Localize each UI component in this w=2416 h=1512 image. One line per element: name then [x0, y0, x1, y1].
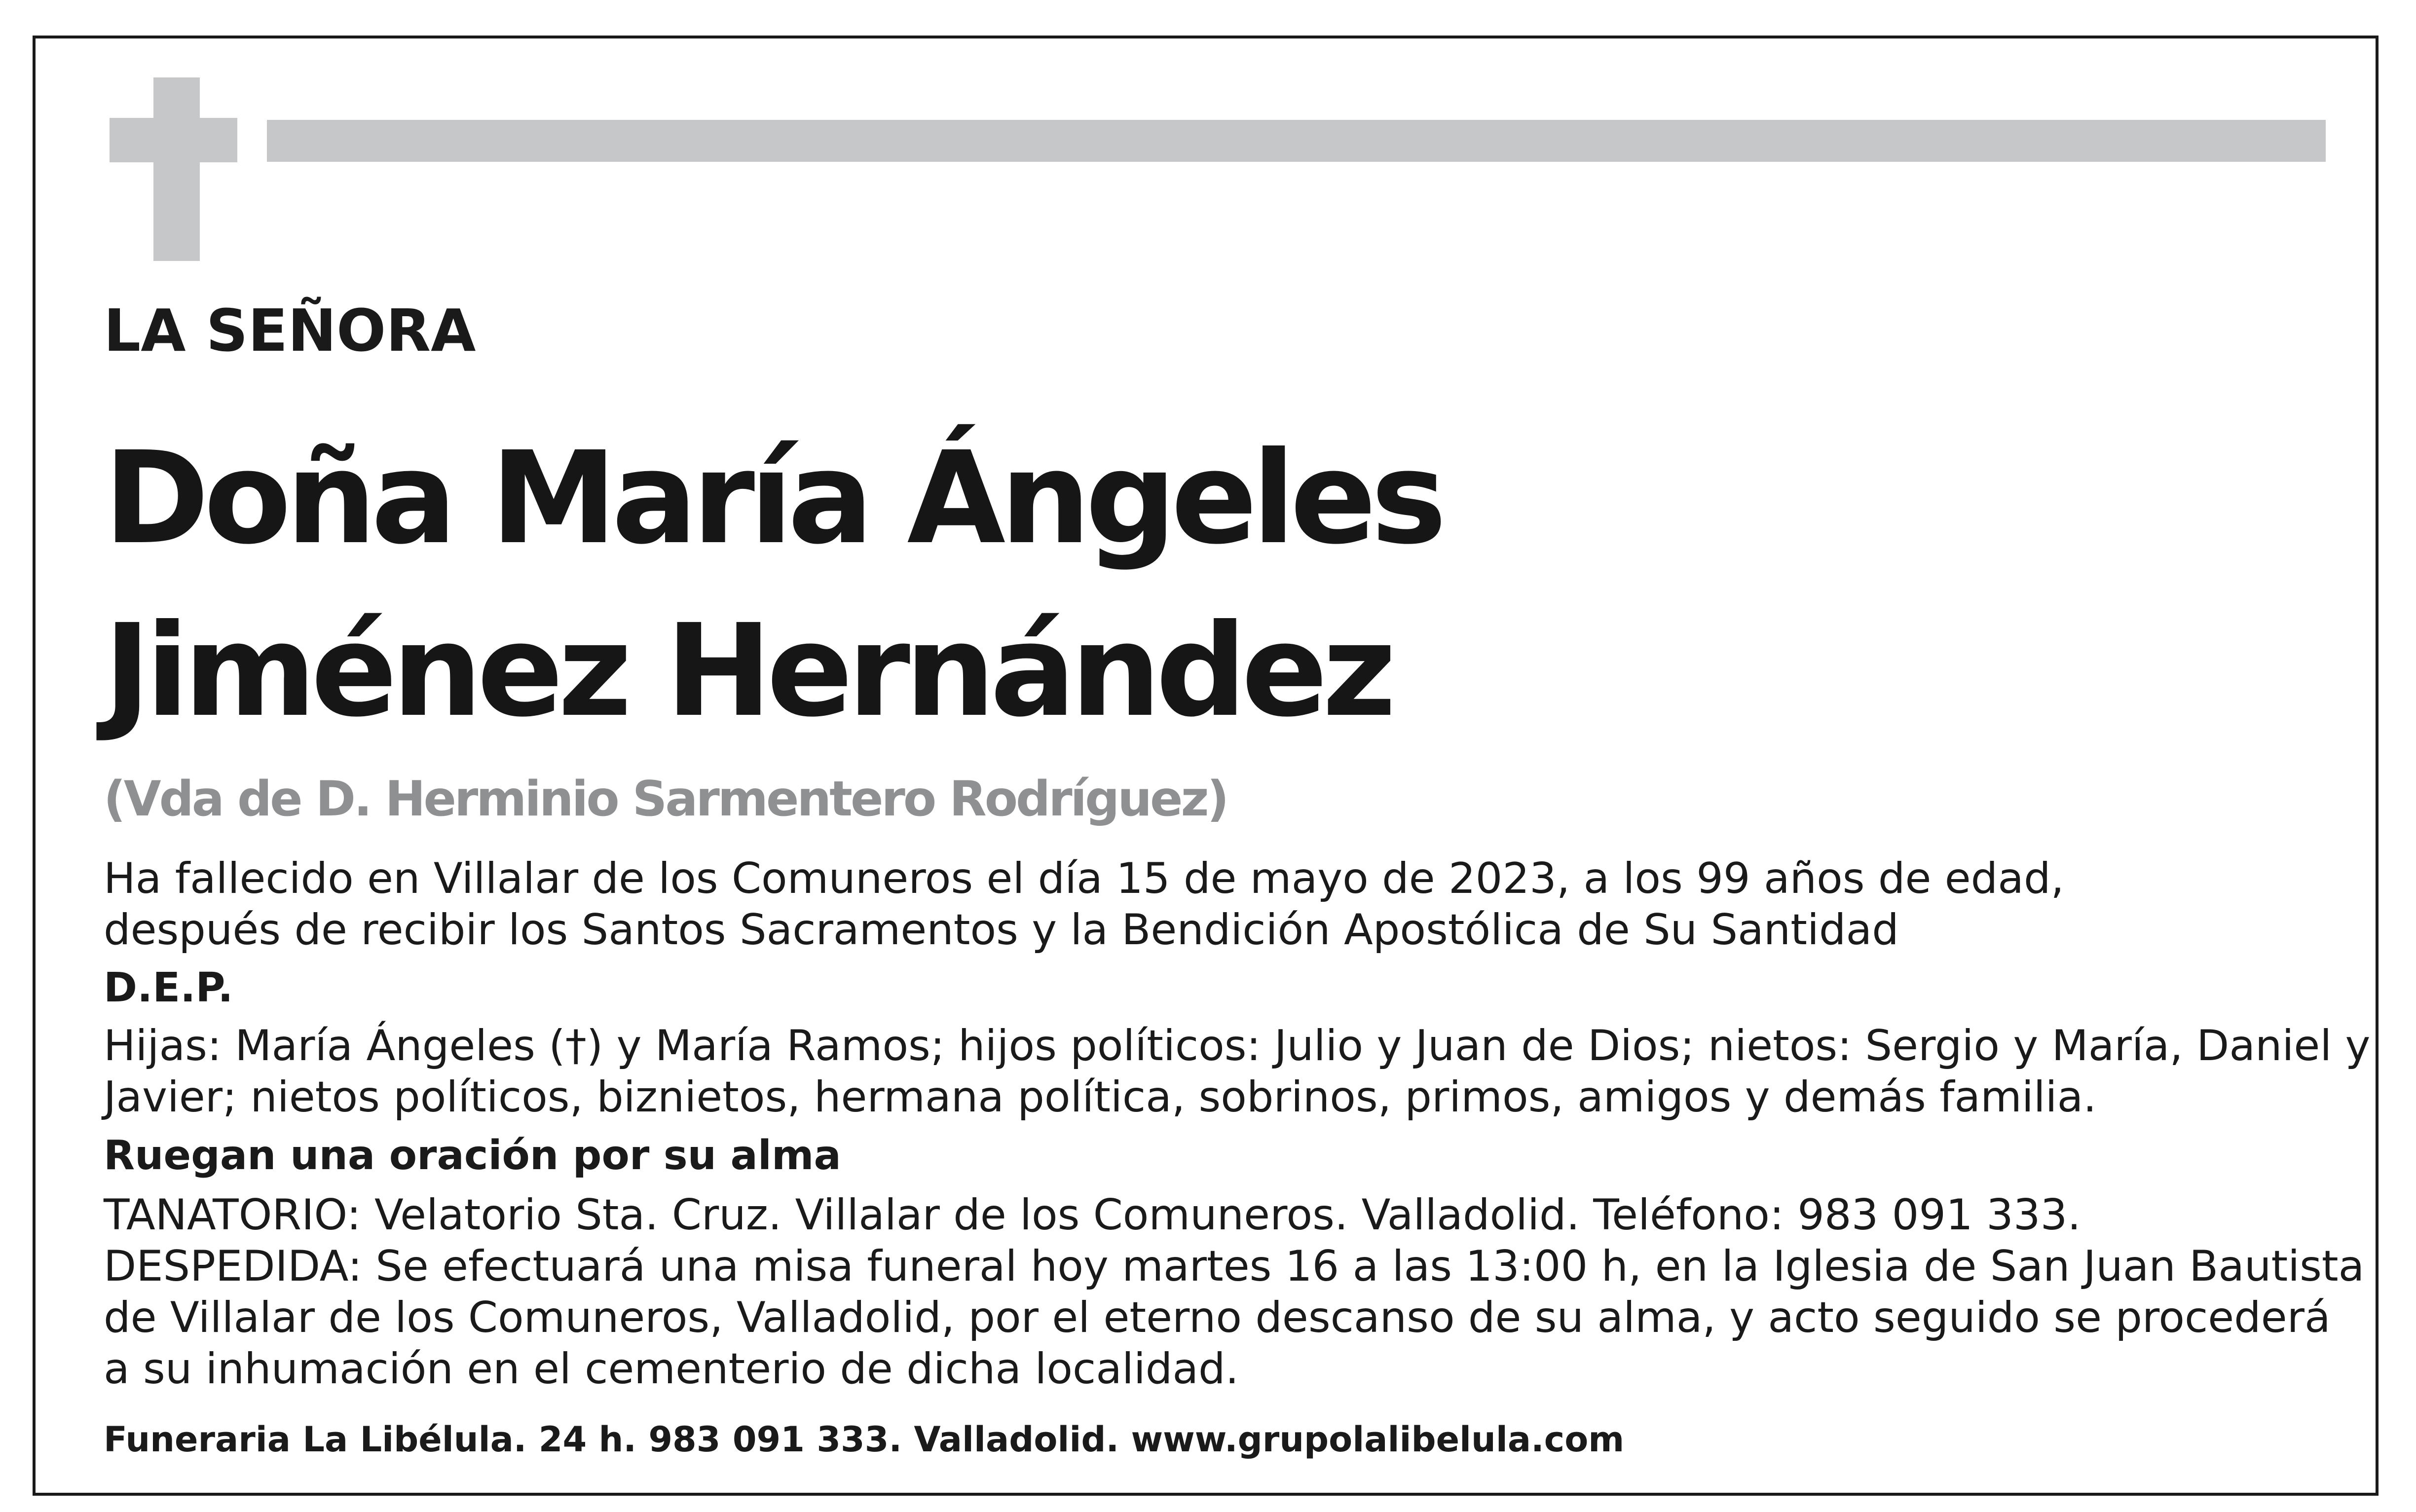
- cross-horizontal-bar: [110, 118, 237, 162]
- family-line-2: Javier; nietos políticos, biznietos, hermana política, sobrinos, primos, amigos y demás familia.: [104, 1072, 2097, 1122]
- tanatorio-line: TANATORIO: Velatorio Sta. Cruz. Villalar de los Comuneros. Valladolid. Teléfono: 983 091 333.: [104, 1190, 2081, 1240]
- header-rule: [267, 120, 2326, 162]
- despedida-line-1: DESPEDIDA: Se efectuará una misa funeral hoy martes 16 a las 13:00 h, en la Iglesia de San Juan Bautista: [104, 1242, 2365, 1291]
- cross-vertical-bar: [153, 77, 200, 261]
- salutation: LA SEÑORA: [104, 296, 476, 365]
- widow-of: (Vda de D. Herminio Sarmentero Rodríguez): [104, 771, 1227, 827]
- despedida-line-2: de Villalar de los Comuneros, Valladolid, por el eterno descanso de su alma, y acto seguido se procederá: [104, 1293, 2331, 1342]
- death-line-2: después de recibir los Santos Sacramentos y la Bendición Apostólica de Su Santidad: [104, 905, 1899, 955]
- despedida-line-3: a su inhumación en el cementerio de dicha localidad.: [104, 1344, 1239, 1394]
- funeral-home-footer: Funeraria La Libélula. 24 h. 983 091 333. Valladolid. www.grupolalibelula.com: [104, 1419, 1625, 1460]
- death-line-1: Ha fallecido en Villalar de los Comuneros el día 15 de mayo de 2023, a los 99 años de edad,: [104, 854, 2064, 903]
- family-line-1: Hijas: María Ángeles (†) y María Ramos; hijos políticos: Julio y Juan de Dios; nietos: Sergio y María, Daniel y: [104, 1021, 2371, 1070]
- prayer-request: Ruegan una oración por su alma: [104, 1132, 841, 1179]
- deceased-name-line2: Jiménez Hernández: [104, 597, 1391, 745]
- dep-label: D.E.P.: [104, 964, 233, 1011]
- deceased-name-line1: Doña María Ángeles: [104, 424, 1442, 572]
